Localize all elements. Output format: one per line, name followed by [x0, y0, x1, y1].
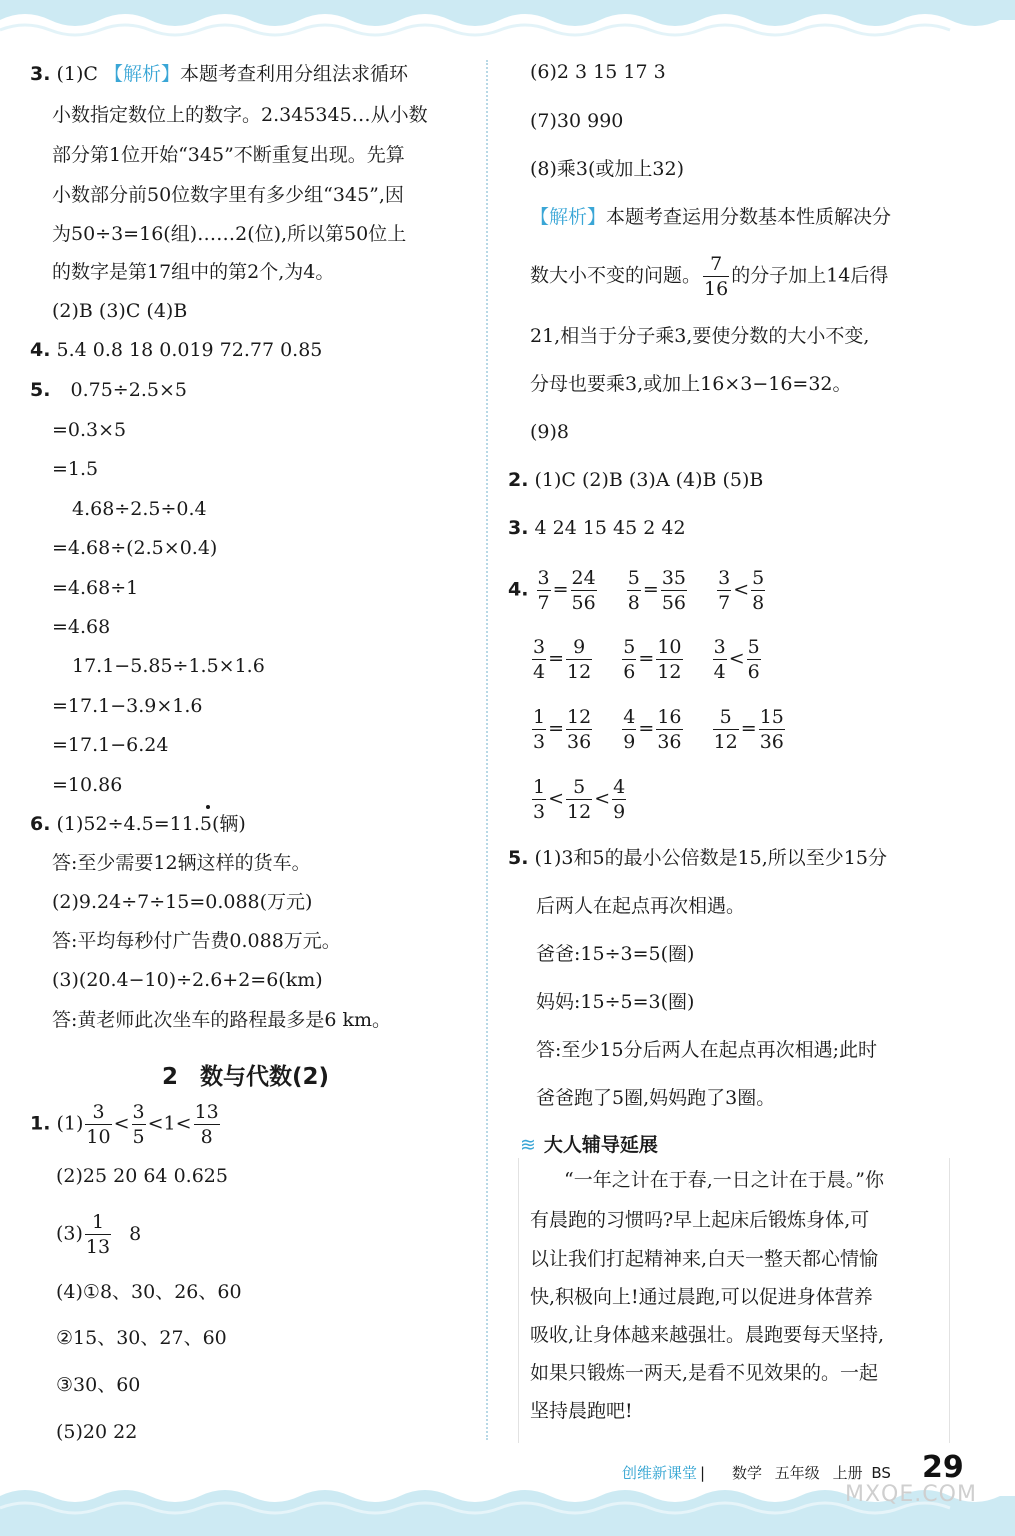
- calc-step: =4.68÷1: [52, 577, 139, 599]
- denominator: 7: [537, 592, 550, 614]
- denominator: 8: [627, 592, 640, 614]
- analysis-text: 本题考查利用分组法求循环: [180, 63, 409, 85]
- operator: <: [594, 787, 611, 810]
- r-q4-row-2: [530, 635, 763, 684]
- extension-text: 坚持晨跑吧!: [530, 1400, 633, 1422]
- denominator: 12: [567, 661, 592, 683]
- repeating-decimal-dot: [206, 805, 210, 809]
- analysis-text: 的分子加上14后得: [731, 264, 889, 287]
- fraction: [612, 775, 626, 824]
- fraction: [85, 1100, 111, 1149]
- numerator: 12: [567, 706, 592, 728]
- denominator: 3: [533, 801, 546, 823]
- watermark: MXQE.COM: [845, 1482, 977, 1507]
- calc-step: 4.68÷2.5÷0.4: [72, 498, 207, 520]
- analysis-line-2: [530, 252, 888, 301]
- fraction: [713, 635, 727, 684]
- analysis-line-3: 21,相当于分子乘3,要使分数的大小不变,: [530, 325, 870, 347]
- fraction: [532, 705, 546, 754]
- answer: (2)9.24÷7÷15=0.088(万元): [52, 891, 313, 913]
- operator: <: [548, 787, 565, 810]
- numerator: 24: [571, 567, 596, 589]
- denominator: 10: [86, 1126, 111, 1148]
- analysis-text: 数大小不变的问题。: [530, 264, 702, 287]
- fraction: [656, 635, 682, 684]
- fraction: [132, 1100, 146, 1149]
- answer: (1)3和5的最小公倍数是15,所以至少15分: [534, 847, 887, 869]
- calc-step: =4.68÷(2.5×0.4): [52, 537, 218, 559]
- analysis-line-1: [530, 205, 891, 229]
- extension-text: 吸收,让身体越来越强壮。晨跑要每天坚持,: [530, 1324, 885, 1346]
- denominator: 6: [747, 661, 760, 683]
- denominator: 9: [613, 801, 626, 823]
- answer: (1)C (2)B (3)A (4)B (5)B: [534, 469, 764, 491]
- extension-text: “一年之计在于春,一日之计在于晨。”你: [564, 1169, 884, 1191]
- q5-line-1: [30, 378, 187, 402]
- numerator: 9: [566, 635, 592, 660]
- number: 1: [163, 1112, 176, 1135]
- q4-line: [30, 338, 322, 362]
- s1-part4c: ③30、60: [56, 1374, 141, 1396]
- denominator: 8: [752, 592, 765, 614]
- calc-step: =10.86: [52, 774, 123, 796]
- denominator: 12: [713, 731, 738, 753]
- fraction: [751, 566, 765, 615]
- fraction: [627, 566, 641, 615]
- question-number: 5.: [508, 847, 529, 869]
- numerator: 3: [713, 636, 726, 658]
- s1-part4b: ②15、30、27、60: [56, 1327, 227, 1349]
- s1-part2: (2)25 20 64 0.625: [56, 1165, 228, 1187]
- analysis-line-4: 分母也要乘3,或加上16×3−16=32。: [530, 373, 852, 395]
- fraction: [85, 1210, 111, 1259]
- answer: 妈妈:15÷5=3(圈): [536, 991, 695, 1013]
- subject: 数学: [732, 1464, 763, 1482]
- fraction: [566, 705, 592, 754]
- calc-step: 0.75÷2.5×5: [70, 379, 187, 401]
- extension-text: 快,积极向上!通过晨跑,可以促进身体营养: [530, 1286, 873, 1308]
- denominator: 12: [657, 661, 682, 683]
- page-number: 29: [922, 1450, 964, 1485]
- answer: 答:至少15分后两人在起点再次相遇;此时: [536, 1039, 877, 1061]
- grade: 五年级: [774, 1464, 820, 1482]
- extension-text: 有晨跑的习惯吗?早上起床后锻炼身体,可: [530, 1209, 870, 1231]
- wave-icon: ≋: [520, 1134, 536, 1156]
- fraction: [537, 566, 551, 615]
- answer: 答:至少需要12辆这样的货车。: [52, 852, 311, 874]
- fraction: [622, 635, 636, 684]
- calc-step: =17.1−3.9×1.6: [52, 695, 203, 717]
- fraction: [571, 566, 597, 615]
- answer: 爸爸:15÷3=5(圈): [536, 943, 695, 965]
- fraction: [661, 566, 687, 615]
- r-q4-row-3: [530, 705, 787, 754]
- operator: =: [548, 717, 565, 740]
- operator: =: [552, 578, 569, 601]
- q3-line-5: 为50÷3=16(组)……2(位),所以第50位上: [52, 223, 407, 245]
- part-label: (1): [56, 1112, 84, 1135]
- denominator: 36: [657, 731, 682, 753]
- fraction: [566, 635, 592, 684]
- section-number: 2: [162, 1064, 179, 1090]
- fraction: [656, 705, 682, 754]
- numerator: 3: [718, 567, 731, 589]
- section-name: 数与代数(2): [200, 1064, 330, 1090]
- fraction: [717, 566, 731, 615]
- part-label: (3): [56, 1222, 83, 1245]
- question-number: 3.: [508, 517, 529, 539]
- q3-line-6: 的数字是第17组中的第2个,为4。: [52, 261, 335, 283]
- operator: =: [638, 647, 655, 670]
- q6-line-1: [30, 812, 246, 836]
- less-than: <: [113, 1112, 130, 1135]
- section-title: [162, 1058, 329, 1091]
- less-than: <: [147, 1112, 164, 1135]
- denominator: 9: [623, 731, 636, 753]
- edition: BS: [871, 1464, 891, 1482]
- numerator: 1: [85, 1210, 111, 1235]
- s1-part5: (5)20 22: [56, 1421, 138, 1443]
- fraction: [622, 705, 636, 754]
- answer: 爸爸跑了5圈,妈妈跑了3圈。: [536, 1087, 776, 1109]
- question-number: 4.: [30, 339, 51, 361]
- denominator: 12: [567, 801, 592, 823]
- answer: 答:黄老师此次坐车的路程最多是6 km。: [52, 1009, 392, 1031]
- numerator: 4: [623, 706, 636, 728]
- answer: 8: [129, 1222, 142, 1245]
- numerator: 5: [566, 775, 592, 800]
- calc-step: =4.68: [52, 616, 111, 638]
- numerator: 1: [533, 706, 546, 728]
- numerator: 5: [713, 705, 739, 730]
- extension-text: 以让我们打起精神来,白天一整天都心情愉: [530, 1248, 879, 1270]
- separator: |: [700, 1464, 706, 1482]
- q3-line-1: [30, 62, 408, 86]
- answer: (6)2 3 15 17 3: [530, 61, 666, 83]
- numerator: 5: [627, 567, 640, 589]
- answer: 5.4 0.8 18 0.019 72.77 0.85: [56, 339, 323, 361]
- question-number: 4.: [508, 578, 529, 601]
- fraction: [713, 705, 739, 754]
- numerator: 3: [132, 1101, 145, 1123]
- numerator: 7: [703, 252, 729, 277]
- calc-step: =0.3×5: [52, 419, 127, 441]
- column-divider: [486, 60, 488, 1440]
- operator: =: [638, 717, 655, 740]
- question-number: 3.: [30, 63, 51, 85]
- q3-line-2: 小数指定数位上的数字。2.345345…从小数: [52, 104, 428, 126]
- s1-line-1: [30, 1100, 222, 1149]
- answer: (9)8: [530, 421, 570, 443]
- analysis-text: 本题考查运用分数基本性质解决分: [606, 206, 892, 228]
- r-q4-row-4: [530, 775, 628, 824]
- operator: <: [728, 647, 745, 670]
- operator: <: [733, 578, 750, 601]
- fraction: [759, 705, 785, 754]
- extension-text: 如果只锻炼一两天,是看不见效果的。一起: [530, 1362, 879, 1384]
- answer: (7)30 990: [530, 110, 624, 132]
- q3-rest: (2)B (3)C (4)B: [52, 300, 188, 322]
- numerator: 3: [533, 636, 546, 658]
- numerator: 4: [613, 776, 626, 798]
- numerator: 5: [623, 636, 636, 658]
- numerator: 3: [85, 1100, 111, 1125]
- numerator: 1: [533, 776, 546, 798]
- s1-part4a: (4)①8、30、26、60: [56, 1281, 242, 1303]
- answer: 后两人在起点再次相遇。: [536, 895, 746, 917]
- numerator: 35: [661, 567, 686, 589]
- q3-line-3: 部分第1位开始“345”不断重复出现。先算: [52, 144, 405, 166]
- answer: (8)乘3(或加上32): [530, 158, 685, 180]
- r-q5-line-1: [508, 846, 887, 870]
- calc-step: =17.1−6.24: [52, 734, 169, 756]
- calc-step: 17.1−5.85÷1.5×1.6: [72, 655, 265, 677]
- denominator: 36: [567, 731, 592, 753]
- denominator: 3: [533, 731, 546, 753]
- calc-step: =1.5: [52, 458, 99, 480]
- denominator: 4: [713, 661, 726, 683]
- analysis-tag: 【解析】: [104, 63, 181, 85]
- denominator: 56: [571, 592, 596, 614]
- denominator: 36: [759, 731, 784, 753]
- question-number: 5.: [30, 379, 51, 401]
- top-wave-border: [0, 0, 1015, 46]
- numerator: 5: [752, 567, 765, 589]
- extension-title: [520, 1130, 658, 1157]
- denominator: 5: [132, 1126, 145, 1148]
- numerator: 15: [759, 706, 784, 728]
- denominator: 6: [623, 661, 636, 683]
- denominator: 8: [200, 1126, 213, 1148]
- s1-part3: [56, 1210, 141, 1259]
- term: 上册: [832, 1464, 863, 1482]
- r-q2-line: [508, 468, 763, 492]
- fraction: [703, 252, 729, 301]
- answer: 答:平均每秒付广告费0.088万元。: [52, 930, 341, 952]
- operator: =: [740, 717, 757, 740]
- answer: (3)(20.4−10)÷2.6+2=6(km): [52, 969, 323, 991]
- operator: =: [642, 578, 659, 601]
- numerator: 5: [747, 636, 760, 658]
- numerator: 13: [194, 1101, 219, 1123]
- answer: 4 24 15 45 2 42: [534, 517, 686, 539]
- r-q3-line: [508, 516, 686, 540]
- fraction: [532, 635, 546, 684]
- fraction: [194, 1100, 220, 1149]
- analysis-tag: 【解析】: [530, 206, 607, 228]
- question-number: 2.: [508, 469, 529, 491]
- denominator: 13: [85, 1236, 111, 1258]
- numerator: 3: [537, 567, 550, 589]
- fraction: [566, 775, 592, 824]
- answer: (1)52÷4.5=11.5(辆): [56, 813, 246, 835]
- extension-title-text: 大人辅导延展: [543, 1134, 658, 1156]
- question-number: 6.: [30, 813, 51, 835]
- less-than: <: [175, 1112, 192, 1135]
- fraction: [532, 775, 546, 824]
- numerator: 16: [657, 706, 682, 728]
- brand-name: 创维新课堂: [622, 1464, 698, 1482]
- denominator: 16: [704, 278, 729, 300]
- fraction: [747, 635, 761, 684]
- q3-line-4: 小数部分前50位数字里有多少组“345”,因: [52, 184, 404, 206]
- denominator: 4: [533, 661, 546, 683]
- denominator: 7: [718, 592, 731, 614]
- r-q4-row-1: [508, 566, 767, 615]
- numerator: 10: [657, 636, 682, 658]
- denominator: 56: [661, 592, 686, 614]
- answer: (1)C: [56, 63, 98, 85]
- question-number: 1.: [30, 1112, 51, 1135]
- operator: =: [548, 647, 565, 670]
